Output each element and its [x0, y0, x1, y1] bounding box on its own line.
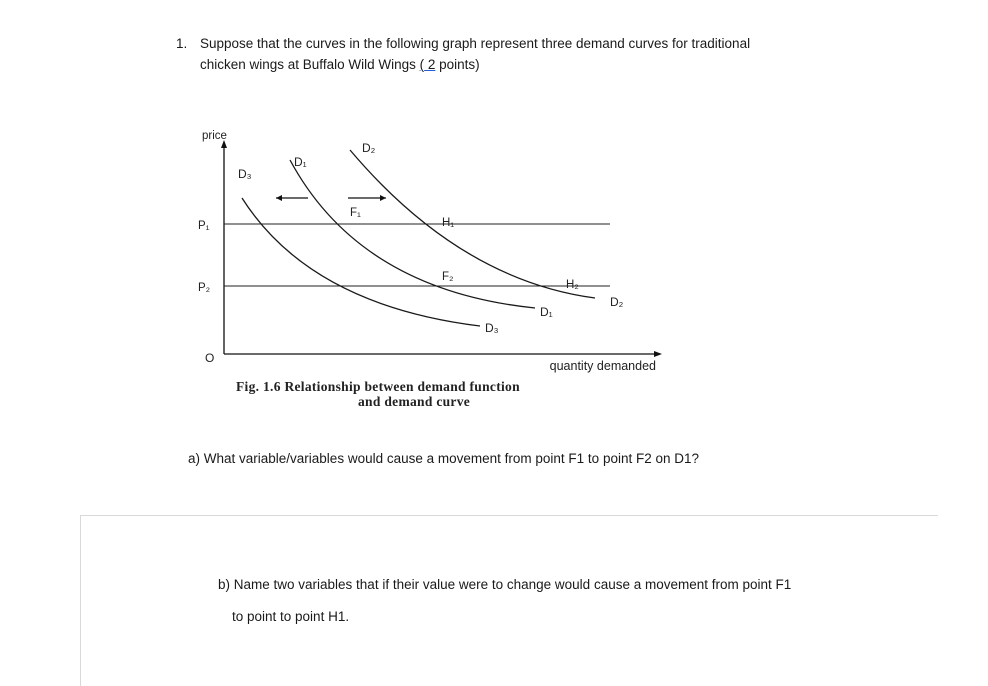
curve-label-end-d2: D₂: [610, 295, 624, 309]
curve-label-end-d1: D₁: [540, 305, 553, 319]
y-axis-label: price: [202, 130, 227, 142]
points-paren: (: [419, 57, 425, 72]
shift-arrowhead-right: [380, 195, 386, 201]
point-label-h2: H₂: [566, 279, 579, 291]
part-a-question: a) What variable/variables would cause a movement from point F1 to point F2 on D1?: [188, 451, 700, 466]
shift-arrowhead-left: [276, 195, 282, 201]
price-label-p1: P₁: [198, 220, 210, 232]
origin-label: O: [205, 351, 215, 365]
caption-line-2: and demand curve: [358, 394, 471, 409]
curve-label-top-d3: D₃: [238, 167, 252, 181]
demand-curves: [242, 150, 595, 326]
point-label-h1: H₁: [442, 217, 455, 229]
point-label-f2: F₂: [442, 271, 454, 283]
part-b-question-line-1: b) Name two variables that if their value were to change would cause a movement from point F1: [218, 577, 792, 592]
points-value: 2: [424, 57, 436, 72]
answer-box[interactable]: [80, 515, 938, 686]
graph-labels: [198, 130, 656, 373]
curve-label-top-d2: D₂: [362, 141, 376, 155]
demand-curve-graph: [190, 120, 670, 380]
caption-line-1: Fig. 1.6 Relationship between demand function: [236, 379, 520, 394]
axes: [221, 140, 662, 357]
points-suffix: points): [435, 57, 480, 72]
x-axis-arrow: [654, 351, 662, 357]
question-line-2-text: chicken wings at Buffalo Wild Wings: [200, 57, 420, 72]
question-line-2: [200, 54, 840, 75]
price-label-p2: P₂: [198, 282, 211, 294]
curve-label-top-d1: D₁: [294, 155, 307, 169]
question-line-1: Suppose that the curves in the following graph represent three demand curves for traditional: [200, 36, 751, 51]
point-label-f1: F₁: [350, 207, 361, 219]
figure-caption: [236, 379, 636, 409]
curve-label-end-d3: D₃: [485, 321, 499, 335]
part-b-question-line-2: to point to point H1.: [232, 609, 350, 624]
x-axis-label: quantity demanded: [549, 359, 656, 373]
question-text: [200, 33, 840, 75]
question-number: 1.: [176, 36, 188, 51]
